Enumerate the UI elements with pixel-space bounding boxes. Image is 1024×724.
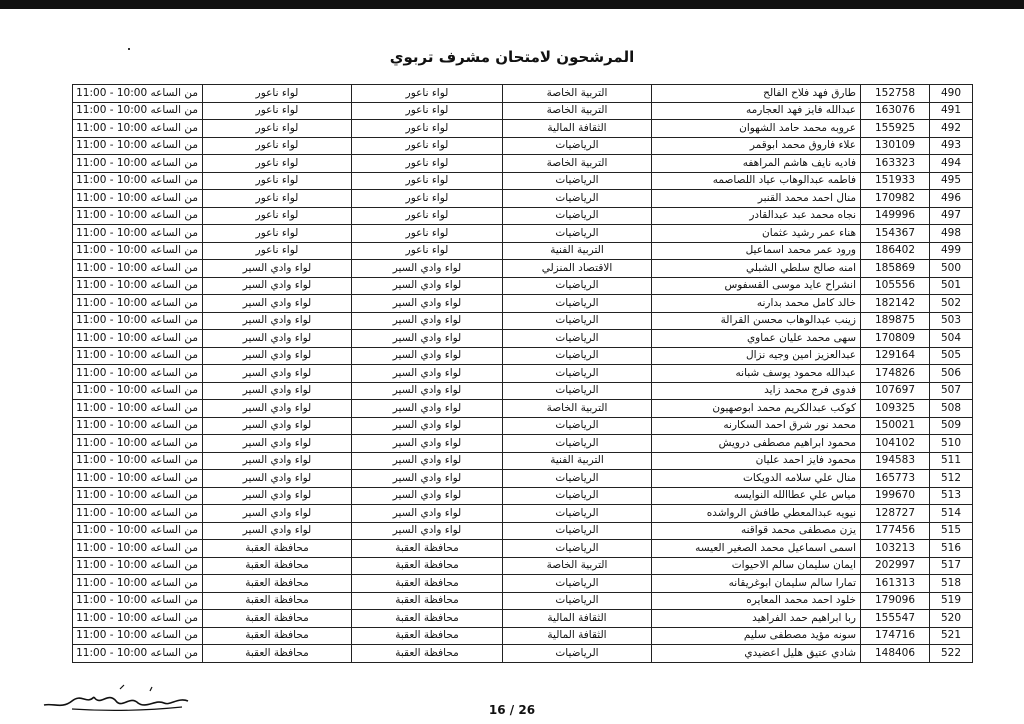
candidate-name-cell: سهى محمد عليان عماوي [652, 330, 861, 348]
exam-time-cell: من الساعه 10:00 - 11:00 [73, 85, 203, 103]
candidate-name-cell: تمارا سالم سليمان ابوغريقانه [652, 575, 861, 593]
table-row [73, 225, 973, 243]
specialization-cell: الاقتصاد المنزلي [503, 260, 652, 278]
directorate-cell: لواء ناعور [352, 85, 503, 103]
candidate-id-cell: 149996 [861, 207, 930, 225]
page-number: 16 / 26 [488, 703, 536, 717]
candidate-id-cell: 128727 [861, 505, 930, 523]
specialization-cell: الرياضيات [503, 645, 652, 663]
candidate-id-cell: 170982 [861, 190, 930, 208]
table-row [73, 260, 973, 278]
directorate-cell: لواء ناعور [352, 102, 503, 120]
candidate-id-cell: 161313 [861, 575, 930, 593]
directorate-cell: لواء ناعور [352, 172, 503, 190]
directorate-cell: لواء ناعور [352, 155, 503, 173]
serial-cell: 522 [930, 645, 973, 663]
table-row [73, 540, 973, 558]
exam-time-cell: من الساعه 10:00 - 11:00 [73, 172, 203, 190]
directorate-cell: لواء وادي السير [352, 400, 503, 418]
exam-center-cell: لواء ناعور [203, 137, 352, 155]
directorate-cell: لواء وادي السير [352, 452, 503, 470]
candidate-name-cell: عبدالله محمود يوسف شبانه [652, 365, 861, 383]
serial-cell: 501 [930, 277, 973, 295]
candidate-name-cell: اسمى اسماعيل محمد الصغير العيسه [652, 540, 861, 558]
serial-cell: 510 [930, 435, 973, 453]
specialization-cell: التربية الخاصة [503, 557, 652, 575]
exam-time-cell: من الساعه 10:00 - 11:00 [73, 190, 203, 208]
serial-cell: 494 [930, 155, 973, 173]
exam-time-cell: من الساعه 10:00 - 11:00 [73, 435, 203, 453]
directorate-cell: لواء وادي السير [352, 365, 503, 383]
specialization-cell: الرياضيات [503, 295, 652, 313]
table-row [73, 522, 973, 540]
specialization-cell: الثقافة المالية [503, 610, 652, 628]
specialization-cell: الرياضيات [503, 540, 652, 558]
candidate-id-cell: 179096 [861, 592, 930, 610]
serial-cell: 515 [930, 522, 973, 540]
serial-cell: 505 [930, 347, 973, 365]
exam-time-cell: من الساعه 10:00 - 11:00 [73, 102, 203, 120]
table-row [73, 627, 973, 645]
candidate-name-cell: كوكب عبدالكريم محمد ابوصهيون [652, 400, 861, 418]
directorate-cell: محافظة العقبة [352, 627, 503, 645]
exam-center-cell: لواء وادي السير [203, 260, 352, 278]
exam-center-cell: لواء ناعور [203, 190, 352, 208]
exam-time-cell: من الساعه 10:00 - 11:00 [73, 645, 203, 663]
candidate-id-cell: 150021 [861, 417, 930, 435]
directorate-cell: لواء وادي السير [352, 260, 503, 278]
candidate-name-cell: محمود فايز احمد عليان [652, 452, 861, 470]
exam-time-cell: من الساعه 10:00 - 11:00 [73, 242, 203, 260]
exam-center-cell: لواء ناعور [203, 155, 352, 173]
exam-center-cell: لواء وادي السير [203, 365, 352, 383]
specialization-cell: الرياضيات [503, 330, 652, 348]
table-row [73, 592, 973, 610]
exam-time-cell: من الساعه 10:00 - 11:00 [73, 295, 203, 313]
exam-center-cell: محافظة العقبة [203, 627, 352, 645]
serial-cell: 502 [930, 295, 973, 313]
directorate-cell: لواء وادي السير [352, 435, 503, 453]
specialization-cell: الرياضيات [503, 277, 652, 295]
directorate-cell: لواء ناعور [352, 207, 503, 225]
candidate-id-cell: 174826 [861, 365, 930, 383]
candidate-id-cell: 186402 [861, 242, 930, 260]
table-row [73, 102, 973, 120]
table-row [73, 400, 973, 418]
candidate-id-cell: 105556 [861, 277, 930, 295]
directorate-cell: لواء وادي السير [352, 347, 503, 365]
exam-time-cell: من الساعه 10:00 - 11:00 [73, 120, 203, 138]
candidate-name-cell: طارق فهد فلاح الفالح [652, 85, 861, 103]
exam-time-cell: من الساعه 10:00 - 11:00 [73, 382, 203, 400]
exam-time-cell: من الساعه 10:00 - 11:00 [73, 470, 203, 488]
candidate-id-cell: 165773 [861, 470, 930, 488]
candidate-name-cell: منال احمد محمد القنبر [652, 190, 861, 208]
serial-cell: 517 [930, 557, 973, 575]
top-edge-bar [0, 0, 1024, 9]
specialization-cell: التربية الخاصة [503, 85, 652, 103]
exam-center-cell: لواء وادي السير [203, 435, 352, 453]
directorate-cell: لواء وادي السير [352, 277, 503, 295]
candidate-id-cell: 151933 [861, 172, 930, 190]
directorate-cell: محافظة العقبة [352, 557, 503, 575]
exam-center-cell: لواء وادي السير [203, 295, 352, 313]
table-row [73, 137, 973, 155]
serial-cell: 509 [930, 417, 973, 435]
specialization-cell: الثقافة المالية [503, 627, 652, 645]
exam-time-cell: من الساعه 10:00 - 11:00 [73, 417, 203, 435]
candidate-id-cell: 199670 [861, 487, 930, 505]
directorate-cell: محافظة العقبة [352, 610, 503, 628]
specialization-cell: الرياضيات [503, 172, 652, 190]
serial-cell: 519 [930, 592, 973, 610]
candidate-id-cell: 129164 [861, 347, 930, 365]
table-row [73, 382, 973, 400]
exam-center-cell: لواء ناعور [203, 225, 352, 243]
candidate-name-cell: محمود ابراهيم مصطفى درويش [652, 435, 861, 453]
exam-center-cell: محافظة العقبة [203, 575, 352, 593]
serial-cell: 504 [930, 330, 973, 348]
candidate-name-cell: ربا ابراهيم حمد الفراهيد [652, 610, 861, 628]
exam-time-cell: من الساعه 10:00 - 11:00 [73, 487, 203, 505]
table-row [73, 277, 973, 295]
table-row [73, 190, 973, 208]
candidate-name-cell: علاء فاروق محمد ابوقمر [652, 137, 861, 155]
specialization-cell: الرياضيات [503, 365, 652, 383]
specialization-cell: الثقافة المالية [503, 120, 652, 138]
serial-cell: 491 [930, 102, 973, 120]
exam-center-cell: لواء وادي السير [203, 452, 352, 470]
exam-center-cell: لواء وادي السير [203, 330, 352, 348]
specialization-cell: التربية الفنية [503, 242, 652, 260]
directorate-cell: لواء ناعور [352, 190, 503, 208]
candidate-id-cell: 170809 [861, 330, 930, 348]
candidate-name-cell: ورود عمر محمد اسماعيل [652, 242, 861, 260]
serial-cell: 512 [930, 470, 973, 488]
table-row [73, 610, 973, 628]
table-row [73, 330, 973, 348]
candidate-name-cell: عبدالله فايز فهد العجارمه [652, 102, 861, 120]
exam-time-cell: من الساعه 10:00 - 11:00 [73, 610, 203, 628]
exam-time-cell: من الساعه 10:00 - 11:00 [73, 400, 203, 418]
exam-center-cell: لواء وادي السير [203, 382, 352, 400]
exam-time-cell: من الساعه 10:00 - 11:00 [73, 137, 203, 155]
directorate-cell: محافظة العقبة [352, 592, 503, 610]
exam-time-cell: من الساعه 10:00 - 11:00 [73, 347, 203, 365]
serial-cell: 520 [930, 610, 973, 628]
exam-center-cell: لواء وادي السير [203, 277, 352, 295]
serial-cell: 500 [930, 260, 973, 278]
exam-time-cell: من الساعه 10:00 - 11:00 [73, 277, 203, 295]
candidate-name-cell: خالد كامل محمد بدارنه [652, 295, 861, 313]
exam-center-cell: لواء وادي السير [203, 487, 352, 505]
exam-time-cell: من الساعه 10:00 - 11:00 [73, 557, 203, 575]
exam-center-cell: محافظة العقبة [203, 592, 352, 610]
candidate-id-cell: 148406 [861, 645, 930, 663]
specialization-cell: الرياضيات [503, 575, 652, 593]
table-row [73, 645, 973, 663]
candidate-name-cell: منال علي سلامه الدويكات [652, 470, 861, 488]
serial-cell: 511 [930, 452, 973, 470]
candidate-name-cell: ايمان سليمان سالم الاحيوات [652, 557, 861, 575]
candidate-id-cell: 155925 [861, 120, 930, 138]
candidate-id-cell: 155547 [861, 610, 930, 628]
table-row [73, 120, 973, 138]
exam-center-cell: لواء وادي السير [203, 470, 352, 488]
exam-center-cell: محافظة العقبة [203, 645, 352, 663]
candidate-id-cell: 194583 [861, 452, 930, 470]
serial-cell: 490 [930, 85, 973, 103]
exam-time-cell: من الساعه 10:00 - 11:00 [73, 540, 203, 558]
table-row [73, 435, 973, 453]
exam-center-cell: لواء ناعور [203, 102, 352, 120]
serial-cell: 518 [930, 575, 973, 593]
candidate-id-cell: 163323 [861, 155, 930, 173]
exam-center-cell: لواء ناعور [203, 207, 352, 225]
candidate-name-cell: امنه صالح سلطي الشبلي [652, 260, 861, 278]
table-row [73, 207, 973, 225]
candidates-table-body [73, 85, 973, 663]
serial-cell: 506 [930, 365, 973, 383]
candidate-name-cell: عروبه محمد حامد الشهوان [652, 120, 861, 138]
table-row [73, 505, 973, 523]
specialization-cell: الرياضيات [503, 470, 652, 488]
specialization-cell: الرياضيات [503, 207, 652, 225]
table-row [73, 575, 973, 593]
candidate-id-cell: 174716 [861, 627, 930, 645]
directorate-cell: لواء وادي السير [352, 470, 503, 488]
exam-center-cell: محافظة العقبة [203, 557, 352, 575]
serial-cell: 508 [930, 400, 973, 418]
table-row [73, 242, 973, 260]
directorate-cell: لواء وادي السير [352, 417, 503, 435]
directorate-cell: لواء ناعور [352, 137, 503, 155]
exam-center-cell: لواء ناعور [203, 85, 352, 103]
table-row [73, 487, 973, 505]
directorate-cell: لواء ناعور [352, 120, 503, 138]
exam-time-cell: من الساعه 10:00 - 11:00 [73, 312, 203, 330]
exam-time-cell: من الساعه 10:00 - 11:00 [73, 627, 203, 645]
exam-time-cell: من الساعه 10:00 - 11:00 [73, 575, 203, 593]
exam-center-cell: لواء ناعور [203, 242, 352, 260]
candidate-name-cell: يزن مصطفى محمد قواقنه [652, 522, 861, 540]
specialization-cell: الرياضيات [503, 382, 652, 400]
exam-center-cell: لواء وادي السير [203, 505, 352, 523]
table-row [73, 172, 973, 190]
specialization-cell: الرياضيات [503, 487, 652, 505]
candidate-id-cell: 177456 [861, 522, 930, 540]
candidate-name-cell: هناء عمر رشيد عثمان [652, 225, 861, 243]
table-row [73, 312, 973, 330]
directorate-cell: لواء وادي السير [352, 487, 503, 505]
candidate-id-cell: 109325 [861, 400, 930, 418]
directorate-cell: لواء وادي السير [352, 522, 503, 540]
exam-center-cell: لواء ناعور [203, 120, 352, 138]
candidate-id-cell: 163076 [861, 102, 930, 120]
table-row [73, 155, 973, 173]
exam-time-cell: من الساعه 10:00 - 11:00 [73, 155, 203, 173]
serial-cell: 499 [930, 242, 973, 260]
table-row [73, 452, 973, 470]
directorate-cell: لواء ناعور [352, 242, 503, 260]
candidate-name-cell: شادي عتيق هليل اعضيدي [652, 645, 861, 663]
candidate-name-cell: مياس علي عطاالله النوايسه [652, 487, 861, 505]
candidate-name-cell: خلود احمد محمد المعايره [652, 592, 861, 610]
exam-time-cell: من الساعه 10:00 - 11:00 [73, 452, 203, 470]
exam-center-cell: لواء وادي السير [203, 417, 352, 435]
specialization-cell: التربية الخاصة [503, 400, 652, 418]
exam-time-cell: من الساعه 10:00 - 11:00 [73, 207, 203, 225]
exam-time-cell: من الساعه 10:00 - 11:00 [73, 365, 203, 383]
directorate-cell: لواء وادي السير [352, 295, 503, 313]
candidate-name-cell: نيويه عبدالمعطي طافش الرواشده [652, 505, 861, 523]
specialization-cell: الرياضيات [503, 190, 652, 208]
directorate-cell: محافظة العقبة [352, 575, 503, 593]
table-row [73, 347, 973, 365]
serial-cell: 492 [930, 120, 973, 138]
serial-cell: 516 [930, 540, 973, 558]
specialization-cell: التربية الفنية [503, 452, 652, 470]
candidates-table [72, 84, 973, 663]
exam-time-cell: من الساعه 10:00 - 11:00 [73, 225, 203, 243]
table-row [73, 85, 973, 103]
serial-cell: 493 [930, 137, 973, 155]
candidate-id-cell: 130109 [861, 137, 930, 155]
table-row [73, 365, 973, 383]
specialization-cell: الرياضيات [503, 137, 652, 155]
exam-time-cell: من الساعه 10:00 - 11:00 [73, 505, 203, 523]
serial-cell: 513 [930, 487, 973, 505]
candidate-name-cell: زينب عبدالوهاب محسن القرالة [652, 312, 861, 330]
exam-center-cell: محافظة العقبة [203, 540, 352, 558]
serial-cell: 521 [930, 627, 973, 645]
serial-cell: 514 [930, 505, 973, 523]
candidate-id-cell: 154367 [861, 225, 930, 243]
exam-time-cell: من الساعه 10:00 - 11:00 [73, 592, 203, 610]
exam-center-cell: لواء وادي السير [203, 312, 352, 330]
serial-cell: 503 [930, 312, 973, 330]
directorate-cell: لواء وادي السير [352, 330, 503, 348]
candidate-id-cell: 182142 [861, 295, 930, 313]
candidate-name-cell: سونه مؤيد مصطفى سليم [652, 627, 861, 645]
serial-cell: 507 [930, 382, 973, 400]
directorate-cell: محافظة العقبة [352, 540, 503, 558]
specialization-cell: الرياضيات [503, 435, 652, 453]
candidate-name-cell: انشراح عايد موسى القسفوس [652, 277, 861, 295]
exam-time-cell: من الساعه 10:00 - 11:00 [73, 260, 203, 278]
candidate-name-cell: محمد نور شرق احمد السكارنه [652, 417, 861, 435]
specialization-cell: الرياضيات [503, 417, 652, 435]
candidate-id-cell: 152758 [861, 85, 930, 103]
candidate-name-cell: فاديه نايف هاشم المراهفه [652, 155, 861, 173]
table-row [73, 417, 973, 435]
table-row [73, 295, 973, 313]
table-row [73, 470, 973, 488]
serial-cell: 497 [930, 207, 973, 225]
directorate-cell: لواء وادي السير [352, 312, 503, 330]
exam-time-cell: من الساعه 10:00 - 11:00 [73, 330, 203, 348]
candidate-id-cell: 104102 [861, 435, 930, 453]
exam-time-cell: من الساعه 10:00 - 11:00 [73, 522, 203, 540]
candidate-name-cell: عبدالعزيز امين وجيه نزال [652, 347, 861, 365]
specialization-cell: الرياضيات [503, 592, 652, 610]
candidate-id-cell: 189875 [861, 312, 930, 330]
candidate-name-cell: فاطمه عبدالوهاب عياد اللصاصمه [652, 172, 861, 190]
specialization-cell: الرياضيات [503, 347, 652, 365]
page-title: المرشحون لامتحان مشرف تربوي [389, 48, 635, 66]
specialization-cell: التربية الخاصة [503, 155, 652, 173]
directorate-cell: لواء وادي السير [352, 505, 503, 523]
serial-cell: 498 [930, 225, 973, 243]
serial-cell: 495 [930, 172, 973, 190]
table-row [73, 557, 973, 575]
candidate-id-cell: 103213 [861, 540, 930, 558]
exam-center-cell: لواء ناعور [203, 172, 352, 190]
serial-cell: 496 [930, 190, 973, 208]
candidate-id-cell: 107697 [861, 382, 930, 400]
exam-center-cell: لواء وادي السير [203, 347, 352, 365]
directorate-cell: لواء ناعور [352, 225, 503, 243]
specialization-cell: الرياضيات [503, 522, 652, 540]
candidate-id-cell: 202997 [861, 557, 930, 575]
specialization-cell: الرياضيات [503, 225, 652, 243]
candidate-id-cell: 185869 [861, 260, 930, 278]
candidate-name-cell: نجاه محمد عبد عبدالقادر [652, 207, 861, 225]
directorate-cell: لواء وادي السير [352, 382, 503, 400]
specialization-cell: التربية الخاصة [503, 102, 652, 120]
exam-center-cell: محافظة العقبة [203, 610, 352, 628]
directorate-cell: محافظة العقبة [352, 645, 503, 663]
candidate-name-cell: فدوى فرج محمد زايد [652, 382, 861, 400]
exam-center-cell: لواء وادي السير [203, 400, 352, 418]
specialization-cell: الرياضيات [503, 312, 652, 330]
exam-center-cell: لواء وادي السير [203, 522, 352, 540]
specialization-cell: الرياضيات [503, 505, 652, 523]
